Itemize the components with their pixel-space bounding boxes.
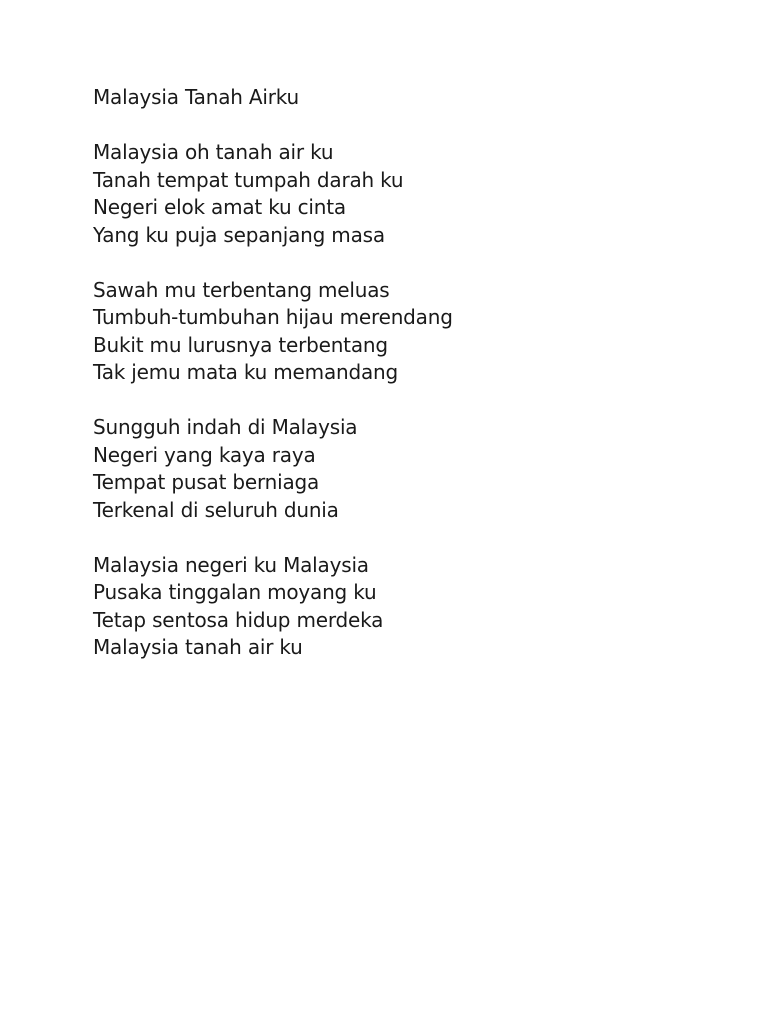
stanza <box>93 552 713 662</box>
poem-line: Sungguh indah di Malaysia <box>93 415 358 439</box>
poem-line: Tanah tempat tumpah darah ku <box>93 167 404 192</box>
poem-line: Pusaka tinggalan moyang ku <box>93 580 377 604</box>
poem-line: Yang ku puja sepanjang masa <box>93 222 385 247</box>
poem-line: Bukit mu lurusnya terbentang <box>93 332 388 357</box>
poem-title: Malaysia Tanah Airku <box>93 85 299 109</box>
poem-line: Malaysia negeri ku Malaysia <box>93 552 369 577</box>
poem-body <box>93 84 713 689</box>
stanza <box>93 139 713 249</box>
poem-line: Negeri yang kaya raya <box>93 442 316 467</box>
poem-line: Negeri elok amat ku cinta <box>93 195 346 219</box>
poem-line: Terkenal di seluruh dunia <box>93 497 339 522</box>
poem-line: Malaysia oh tanah air ku <box>93 140 334 164</box>
stanza <box>93 414 713 524</box>
poem-line: Malaysia tanah air ku <box>93 635 303 659</box>
poem-line: Sawah mu terbentang meluas <box>93 277 390 302</box>
poem-line: Tetap sentosa hidup merdeka <box>93 607 384 632</box>
stanza <box>93 277 713 387</box>
poem-line: Tumbuh-tumbuhan hijau merendang <box>93 305 453 329</box>
poem-line: Tempat pusat berniaga <box>93 470 320 494</box>
poem-line: Tak jemu mata ku memandang <box>93 360 398 384</box>
